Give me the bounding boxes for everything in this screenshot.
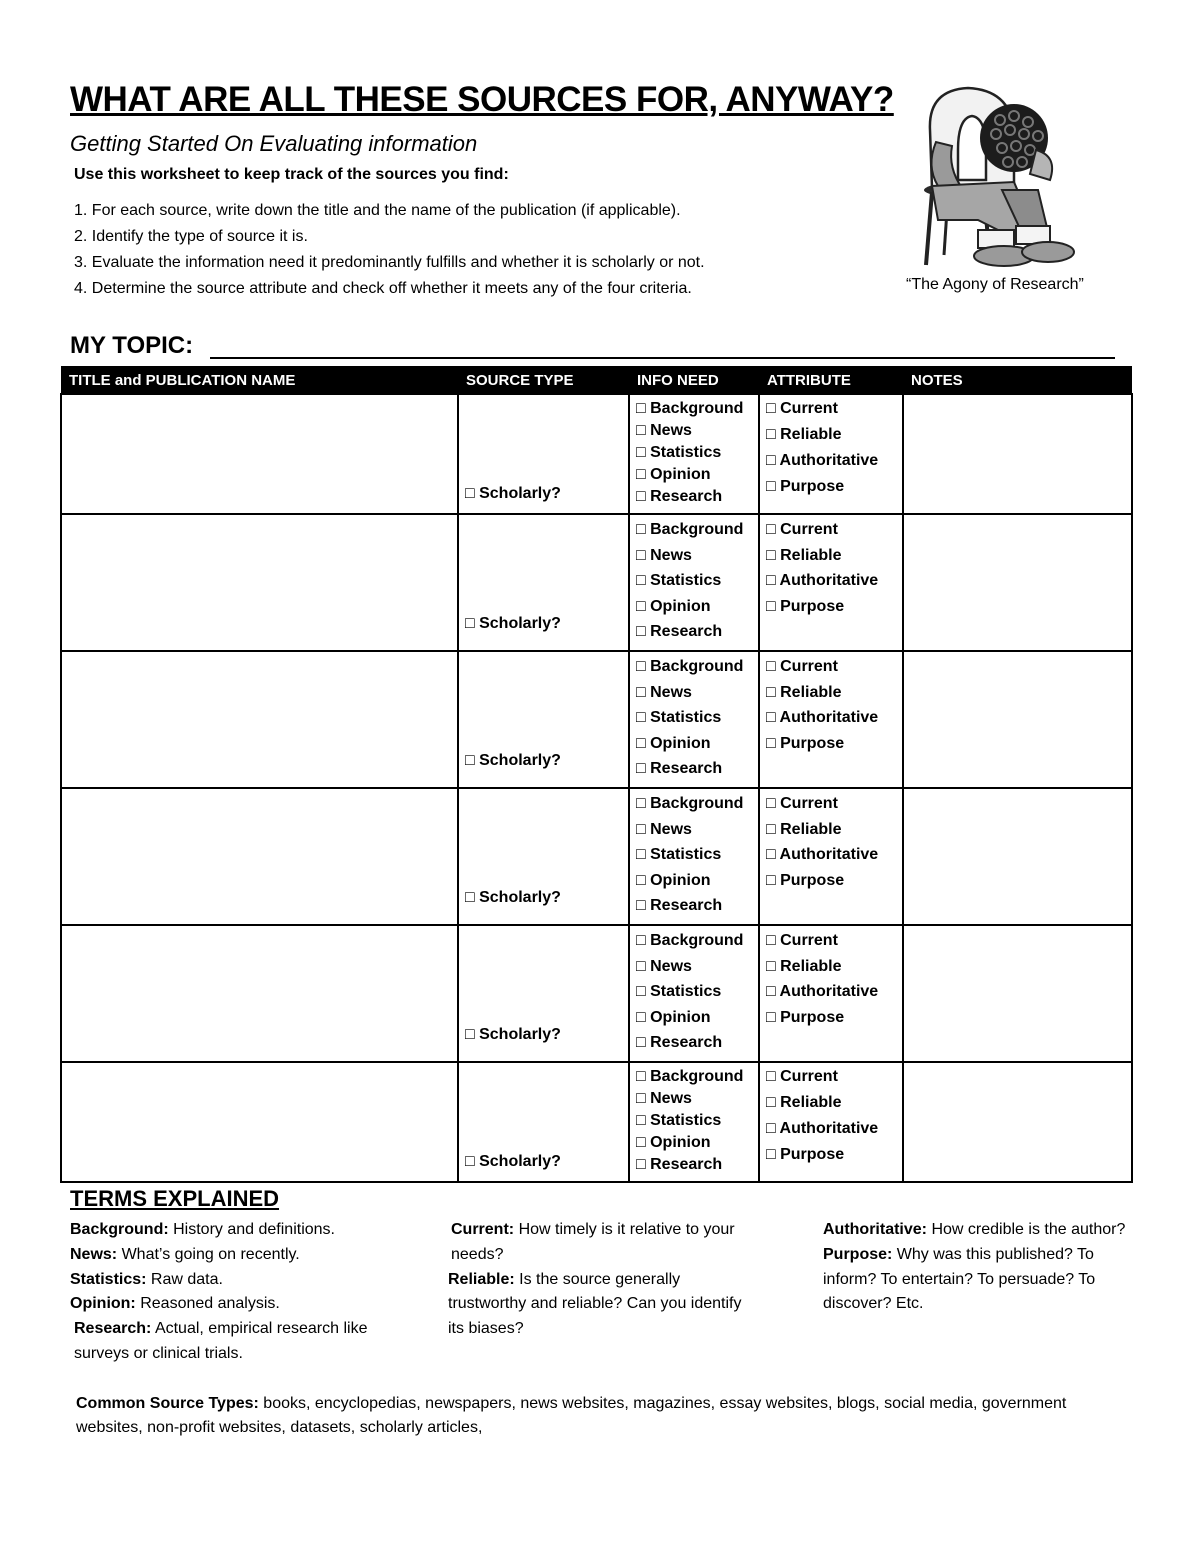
agony-of-research-illustration [918, 70, 1088, 270]
term-entry [448, 1268, 748, 1342]
checkbox-news[interactable]: □ News [636, 957, 692, 975]
term-definition: How timely is it relative to your needs? [451, 1221, 735, 1263]
checkbox-background[interactable]: □ Background [636, 521, 744, 538]
source-type-cell [458, 788, 629, 925]
title-cell[interactable] [61, 1062, 458, 1182]
source-type-cell [458, 394, 629, 514]
source-type-cell [458, 514, 629, 651]
illustration-caption: “The Agony of Research” [906, 276, 1084, 293]
checkbox-purpose[interactable]: □ Purpose [766, 734, 845, 752]
table-row [61, 788, 1132, 925]
table-row [61, 394, 1132, 514]
common-source-types-text: books, encyclopedias, newspapers, news websites, magazines, essay websites, blogs, social media, government websites, non-profit websites, datasets, scholarly articles, [76, 1395, 1067, 1436]
info-need-cell [629, 925, 759, 1062]
checkbox-statistics[interactable]: □ Statistics [636, 1112, 722, 1129]
checkbox-reliable[interactable]: □ Reliable [766, 426, 842, 443]
term-definition: Raw data. [150, 1270, 223, 1288]
checkbox-news[interactable]: □ News [636, 683, 692, 701]
topic-blank-line[interactable] [210, 357, 1115, 359]
checkbox-background[interactable]: □ Background [636, 1068, 744, 1085]
page-title: WHAT ARE ALL THESE SOURCES FOR, ANYWAY? [70, 80, 894, 119]
checkbox-research[interactable]: □ Research [636, 897, 723, 914]
checkbox-background[interactable]: □ Background [636, 932, 744, 949]
term-definition: Reasoned analysis. [140, 1295, 280, 1313]
checkbox-authoritative[interactable]: □ Authoritative [766, 983, 879, 1000]
checkbox-opinion[interactable]: □ Opinion [636, 734, 711, 752]
checkbox-statistics[interactable]: □ Statistics [636, 983, 722, 1000]
attribute-cell [759, 394, 903, 514]
checkbox-research[interactable]: □ Research [636, 623, 723, 640]
notes-cell[interactable] [903, 394, 1132, 514]
topic-label: MY TOPIC: [70, 332, 194, 359]
notes-cell[interactable] [903, 514, 1132, 651]
sources-table [60, 366, 1133, 1183]
column-header-info-need: INFO NEED [629, 366, 759, 394]
checkbox-background[interactable]: □ Background [636, 795, 744, 812]
column-header-title: TITLE and PUBLICATION NAME [61, 366, 458, 394]
info-need-cell [629, 1062, 759, 1182]
term-name: Purpose: [823, 1245, 893, 1263]
checkbox-purpose[interactable]: □ Purpose [766, 1146, 845, 1163]
instruction-step: 2. Identify the type of source it is. [74, 228, 308, 245]
table-header-row [61, 366, 1132, 394]
checkbox-opinion[interactable]: □ Opinion [636, 466, 711, 483]
checkbox-opinion[interactable]: □ Opinion [636, 597, 711, 615]
instructions-list [74, 200, 705, 304]
checkbox-purpose[interactable]: □ Purpose [766, 597, 845, 615]
scholarly-checkbox[interactable]: □ Scholarly? [465, 1026, 561, 1043]
checkbox-research[interactable]: □ Research [636, 1034, 723, 1051]
info-need-cell [629, 788, 759, 925]
term-definition: How credible is the author? [931, 1221, 1126, 1238]
checkbox-purpose[interactable]: □ Purpose [766, 1008, 845, 1026]
term-name: Authoritative: [823, 1221, 927, 1238]
scholarly-checkbox[interactable]: □ Scholarly? [465, 889, 561, 906]
checkbox-reliable[interactable]: □ Reliable [766, 957, 842, 975]
column-header-attribute: ATTRIBUTE [759, 366, 903, 394]
source-type-cell [458, 925, 629, 1062]
term-entry [70, 1268, 400, 1293]
table-row [61, 925, 1132, 1062]
term-entry [823, 1243, 1138, 1317]
terms-heading: TERMS EXPLAINED [70, 1186, 280, 1211]
checkbox-current[interactable]: □ Current [766, 400, 838, 417]
checkbox-authoritative[interactable]: □ Authoritative [766, 709, 879, 726]
title-cell[interactable] [61, 788, 458, 925]
term-name: Background: [70, 1221, 169, 1238]
notes-cell[interactable] [903, 651, 1132, 788]
checkbox-opinion[interactable]: □ Opinion [636, 1134, 711, 1151]
scholarly-checkbox[interactable]: □ Scholarly? [465, 752, 561, 769]
term-entry [448, 1218, 748, 1268]
notes-cell[interactable] [903, 925, 1132, 1062]
attribute-cell [759, 788, 903, 925]
attribute-cell [759, 651, 903, 788]
table-row [61, 514, 1132, 651]
checkbox-research[interactable]: □ Research [636, 488, 723, 505]
checkbox-news[interactable]: □ News [636, 422, 692, 439]
checkbox-current[interactable]: □ Current [766, 795, 838, 812]
attribute-cell [759, 514, 903, 651]
checkbox-background[interactable]: □ Background [636, 400, 744, 417]
page-subtitle: Getting Started On Evaluating information [70, 131, 478, 156]
table-row [61, 651, 1132, 788]
column-header-source-type: SOURCE TYPE [458, 366, 629, 394]
terms-column-attribute-1 [448, 1218, 748, 1342]
checkbox-current[interactable]: □ Current [766, 521, 838, 538]
term-definition: History and definitions. [173, 1221, 335, 1238]
instruction-step: 3. Evaluate the information need it predominantly fulfills and whether it is scholarly or not. [74, 254, 705, 271]
common-source-types [76, 1392, 1096, 1440]
scholarly-checkbox[interactable]: □ Scholarly? [465, 615, 561, 632]
term-definition: Actual, empirical research like surveys or clinical trials. [74, 1320, 368, 1362]
term-entry [70, 1243, 400, 1268]
info-need-cell [629, 651, 759, 788]
info-need-cell [629, 514, 759, 651]
checkbox-reliable[interactable]: □ Reliable [766, 1094, 842, 1111]
checkbox-authoritative[interactable]: □ Authoritative [766, 1120, 879, 1137]
checkbox-news[interactable]: □ News [636, 1090, 692, 1107]
term-name: Statistics: [70, 1270, 147, 1288]
instruction-step: 4. Determine the source attribute and check off whether it meets any of the four criteria. [74, 280, 692, 297]
title-cell[interactable] [61, 925, 458, 1062]
notes-cell[interactable] [903, 788, 1132, 925]
checkbox-background[interactable]: □ Background [636, 658, 744, 675]
checkbox-opinion[interactable]: □ Opinion [636, 871, 711, 889]
terms-column-attribute-2 [823, 1218, 1138, 1317]
checkbox-news[interactable]: □ News [636, 820, 692, 838]
checkbox-research[interactable]: □ Research [636, 760, 723, 777]
checkbox-current[interactable]: □ Current [766, 658, 838, 675]
attribute-cell [759, 925, 903, 1062]
checkbox-reliable[interactable]: □ Reliable [766, 820, 842, 838]
checkbox-authoritative[interactable]: □ Authoritative [766, 452, 879, 469]
checkbox-statistics[interactable]: □ Statistics [636, 444, 722, 461]
checkbox-purpose[interactable]: □ Purpose [766, 871, 845, 889]
term-name: News: [70, 1245, 118, 1263]
checkbox-current[interactable]: □ Current [766, 932, 838, 949]
term-definition: Why was this published? To inform? To entertain? To persuade? To discover? Etc. [823, 1245, 1096, 1313]
intro-text: Use this worksheet to keep track of the sources you find: [74, 166, 509, 183]
term-entry [70, 1218, 400, 1243]
source-type-cell [458, 1062, 629, 1182]
checkbox-current[interactable]: □ Current [766, 1068, 838, 1085]
term-entry [70, 1292, 400, 1317]
term-entry [70, 1317, 370, 1367]
term-name: Reliable: [448, 1270, 515, 1288]
checkbox-statistics[interactable]: □ Statistics [636, 846, 722, 863]
checkbox-research[interactable]: □ Research [636, 1156, 723, 1173]
checkbox-opinion[interactable]: □ Opinion [636, 1008, 711, 1026]
checkbox-news[interactable]: □ News [636, 546, 692, 564]
term-definition: Is the source generally trustworthy and reliable? Can you identify its biases? [448, 1270, 742, 1338]
scholarly-checkbox[interactable]: □ Scholarly? [465, 485, 561, 502]
common-source-types-label: Common Source Types: [76, 1395, 259, 1412]
checkbox-purpose[interactable]: □ Purpose [766, 478, 845, 495]
checkbox-authoritative[interactable]: □ Authoritative [766, 572, 879, 589]
terms-column-info-need [70, 1218, 400, 1367]
info-need-cell [629, 394, 759, 514]
attribute-cell [759, 1062, 903, 1182]
term-definition: What’s going on recently. [121, 1245, 300, 1263]
term-name: Opinion: [70, 1295, 136, 1313]
instruction-step: 1. For each source, write down the title and the name of the publication (if applicable). [74, 202, 681, 219]
checkbox-authoritative[interactable]: □ Authoritative [766, 846, 879, 863]
notes-cell[interactable] [903, 1062, 1132, 1182]
term-name: Current: [451, 1221, 515, 1238]
source-type-cell [458, 651, 629, 788]
title-cell[interactable] [61, 394, 458, 514]
title-cell[interactable] [61, 651, 458, 788]
checkbox-statistics[interactable]: □ Statistics [636, 709, 722, 726]
scholarly-checkbox[interactable]: □ Scholarly? [465, 1153, 561, 1170]
topic-field[interactable] [70, 332, 1115, 362]
term-entry [823, 1218, 1138, 1243]
table-row [61, 1062, 1132, 1182]
term-name: Research: [74, 1320, 152, 1338]
checkbox-reliable[interactable]: □ Reliable [766, 683, 842, 701]
checkbox-statistics[interactable]: □ Statistics [636, 572, 722, 589]
column-header-notes: NOTES [903, 366, 1132, 394]
checkbox-reliable[interactable]: □ Reliable [766, 546, 842, 564]
title-cell[interactable] [61, 514, 458, 651]
